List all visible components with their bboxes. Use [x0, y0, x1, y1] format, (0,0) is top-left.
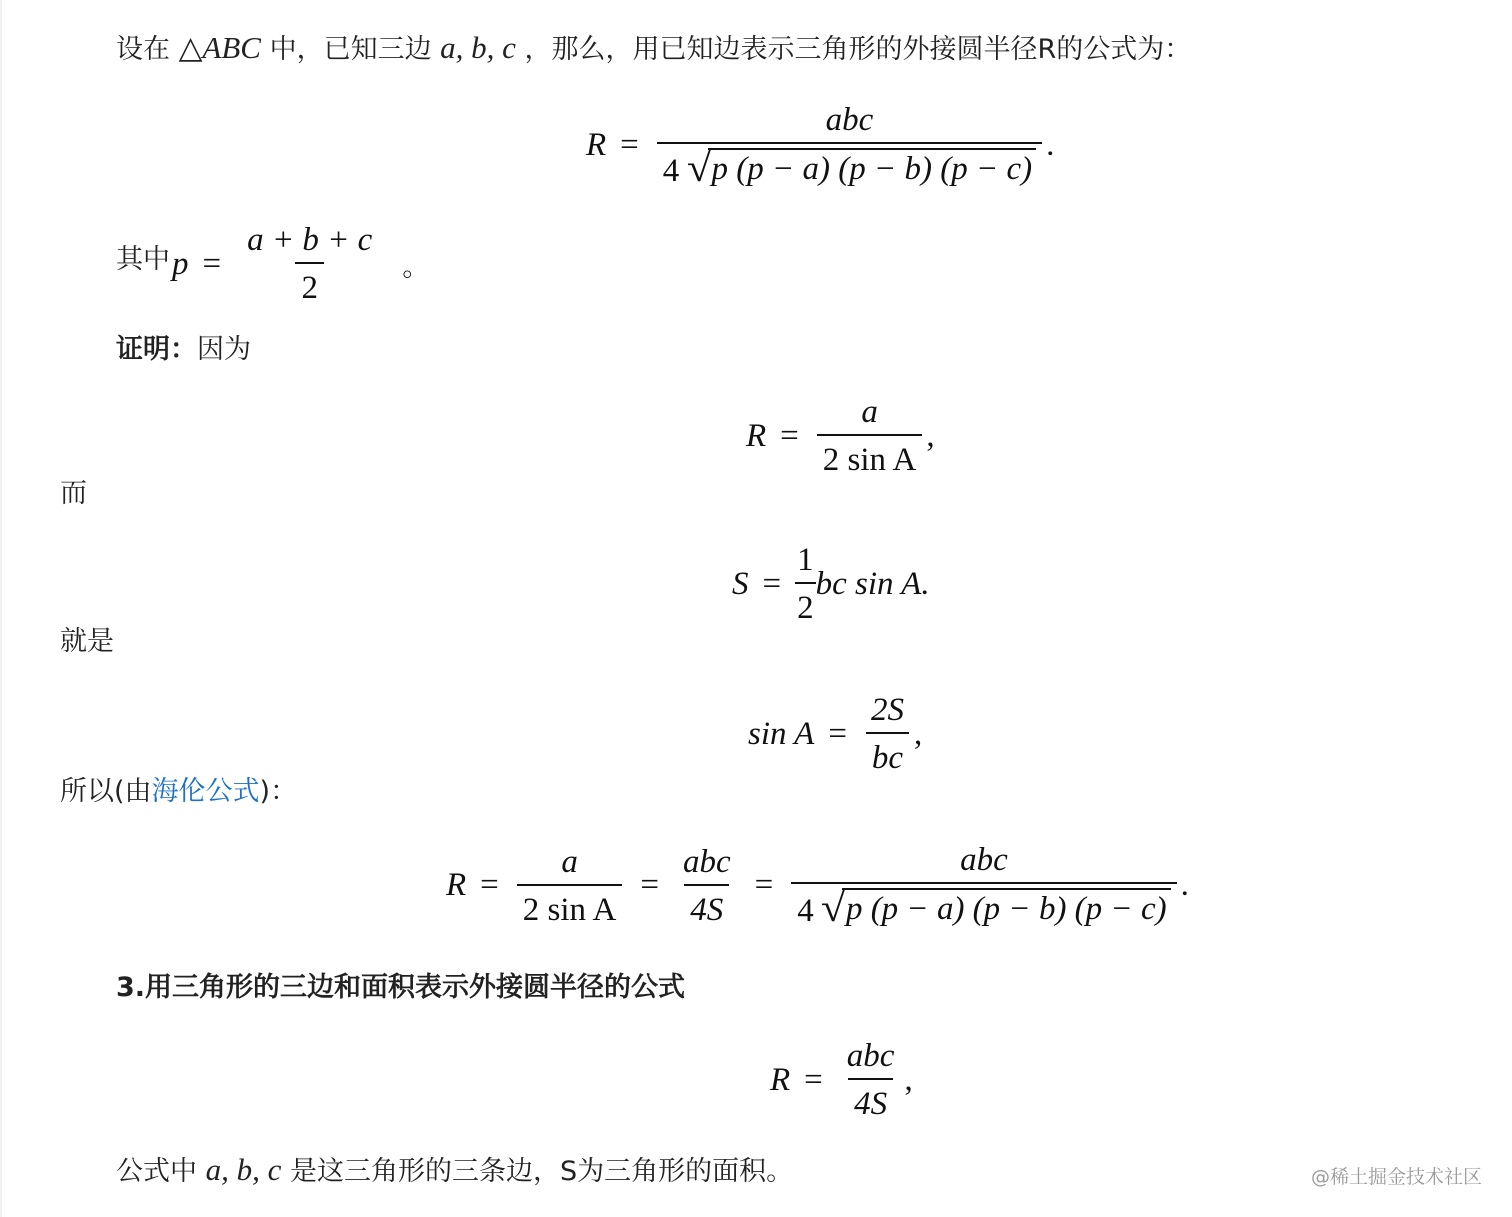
eq6-lhs: R [770, 1061, 791, 1098]
eq4-fraction [865, 690, 910, 778]
eq2-numerator: a [861, 394, 878, 430]
equation-chain [446, 840, 1189, 931]
p-def-end: 。 [402, 251, 430, 283]
eq5-radicand: p (p − a) (p − b) (p − c) [842, 888, 1171, 928]
equation-r-area [770, 1036, 913, 1124]
eq5-den-coef: 4 [797, 893, 814, 929]
eq3-equals: = [762, 565, 782, 602]
that-is-text: 就是 [60, 626, 114, 657]
heron-formula-link[interactable]: 海伦公式 [151, 776, 260, 807]
eq3-fraction [795, 540, 816, 628]
conclusion-sides: a, b, c [205, 1152, 282, 1187]
eq1-radicand: p (p − a) (p − b) (p − c) [708, 148, 1037, 188]
equation-p-definition [172, 220, 429, 308]
p-numerator: a + b + c [247, 222, 373, 258]
eq6-equals: = [804, 1061, 823, 1098]
so-post: )： [259, 776, 298, 807]
so-pre: 所以(由 [60, 776, 152, 807]
eq2-denominator: 2 sin A [817, 434, 923, 480]
conclusion-pre: 公式中 [116, 1156, 197, 1187]
proof-line [116, 330, 251, 370]
p-definition-label [116, 240, 170, 280]
eq4-equals: = [828, 715, 847, 752]
eq6-fraction [841, 1036, 901, 1124]
p-def-pre: 其中 [116, 244, 170, 275]
eq2-comma: , [926, 417, 935, 454]
intro-paragraph [116, 28, 1191, 70]
intro-post: ，那么，用已知边表示三角形的外接圆半径R的公式为： [524, 34, 1192, 65]
eq1-numerator: abc [825, 102, 874, 138]
eq1-den-coef: 4 [662, 153, 680, 189]
eq5-equals-3: = [754, 867, 774, 903]
eq5-f1-denominator: 2 sin A [517, 884, 623, 930]
equation-r-sine [746, 392, 935, 480]
equation-sin-a [748, 690, 922, 778]
eq3-lhs: S [732, 565, 749, 602]
eq2-equals: = [780, 417, 799, 454]
eq4-comma: , [913, 715, 923, 752]
intro-pre: 设在 [116, 34, 170, 65]
eq3-numerator: 1 [797, 542, 814, 578]
eq3-rest: bc sin A. [815, 565, 930, 602]
eq4-denominator: bc [866, 732, 909, 778]
eq5-lhs: R [446, 867, 467, 903]
p-denominator: 2 [295, 262, 324, 308]
eq5-fraction-2 [677, 842, 737, 930]
eq1-equals: = [620, 127, 639, 163]
eq5-fraction-3 [791, 840, 1176, 931]
eq1-denominator [657, 142, 1042, 191]
intro-mid: 中，已知三边 [269, 34, 432, 65]
proof-label: 证明： [116, 334, 197, 365]
radical-icon: √ [686, 145, 711, 190]
conclusion-paragraph [116, 1150, 793, 1192]
eq5-equals-2: = [640, 867, 659, 903]
left-border [0, 0, 2, 1217]
eq4-lhs: sin A [748, 715, 815, 752]
eq5-period: . [1180, 867, 1189, 903]
eq5-f3-denominator [791, 882, 1176, 931]
eq1-fraction [657, 100, 1042, 191]
eq2-fraction [817, 392, 923, 480]
so-line [60, 772, 297, 812]
eq5-equals-1: = [480, 867, 499, 903]
eq2-lhs: R [746, 417, 767, 454]
conclusion-post: 是这三角形的三条边，S为三角形的面积。 [289, 1156, 794, 1187]
eq5-fraction-1 [517, 842, 623, 930]
equation-circumradius-heron [586, 100, 1054, 191]
and-text: 而 [60, 478, 87, 509]
intro-sides: a, b, c [440, 30, 516, 65]
proof-text: 因为 [197, 334, 251, 365]
eq5-f1-numerator: a [561, 843, 578, 880]
radical-icon: √ [820, 885, 846, 930]
eq4-numerator: 2S [870, 692, 904, 728]
eq5-f2-numerator: abc [682, 843, 731, 880]
eq1-period: . [1046, 127, 1055, 163]
section-heading-3: 3.用三角形的三边和面积表示外接圆半径的公式 [116, 972, 686, 1003]
eq1-sqrt [686, 145, 1037, 190]
eq1-lhs: R [586, 127, 607, 163]
equation-area [732, 540, 930, 628]
eq6-comma: , [904, 1061, 913, 1098]
eq6-denominator: 4S [848, 1078, 893, 1124]
p-fraction [239, 220, 380, 308]
eq5-sqrt [820, 885, 1171, 930]
eq5-f2-denominator: 4S [684, 884, 729, 930]
triangle-abc: △ABC [178, 30, 261, 65]
eq5-f3-numerator: abc [960, 842, 1008, 878]
watermark: @稀土掘金技术社区 [1310, 1166, 1482, 1188]
eq3-denominator: 2 [795, 582, 816, 628]
p-var: p [172, 245, 189, 282]
eq6-numerator: abc [846, 1038, 895, 1074]
p-equals: = [202, 245, 222, 282]
